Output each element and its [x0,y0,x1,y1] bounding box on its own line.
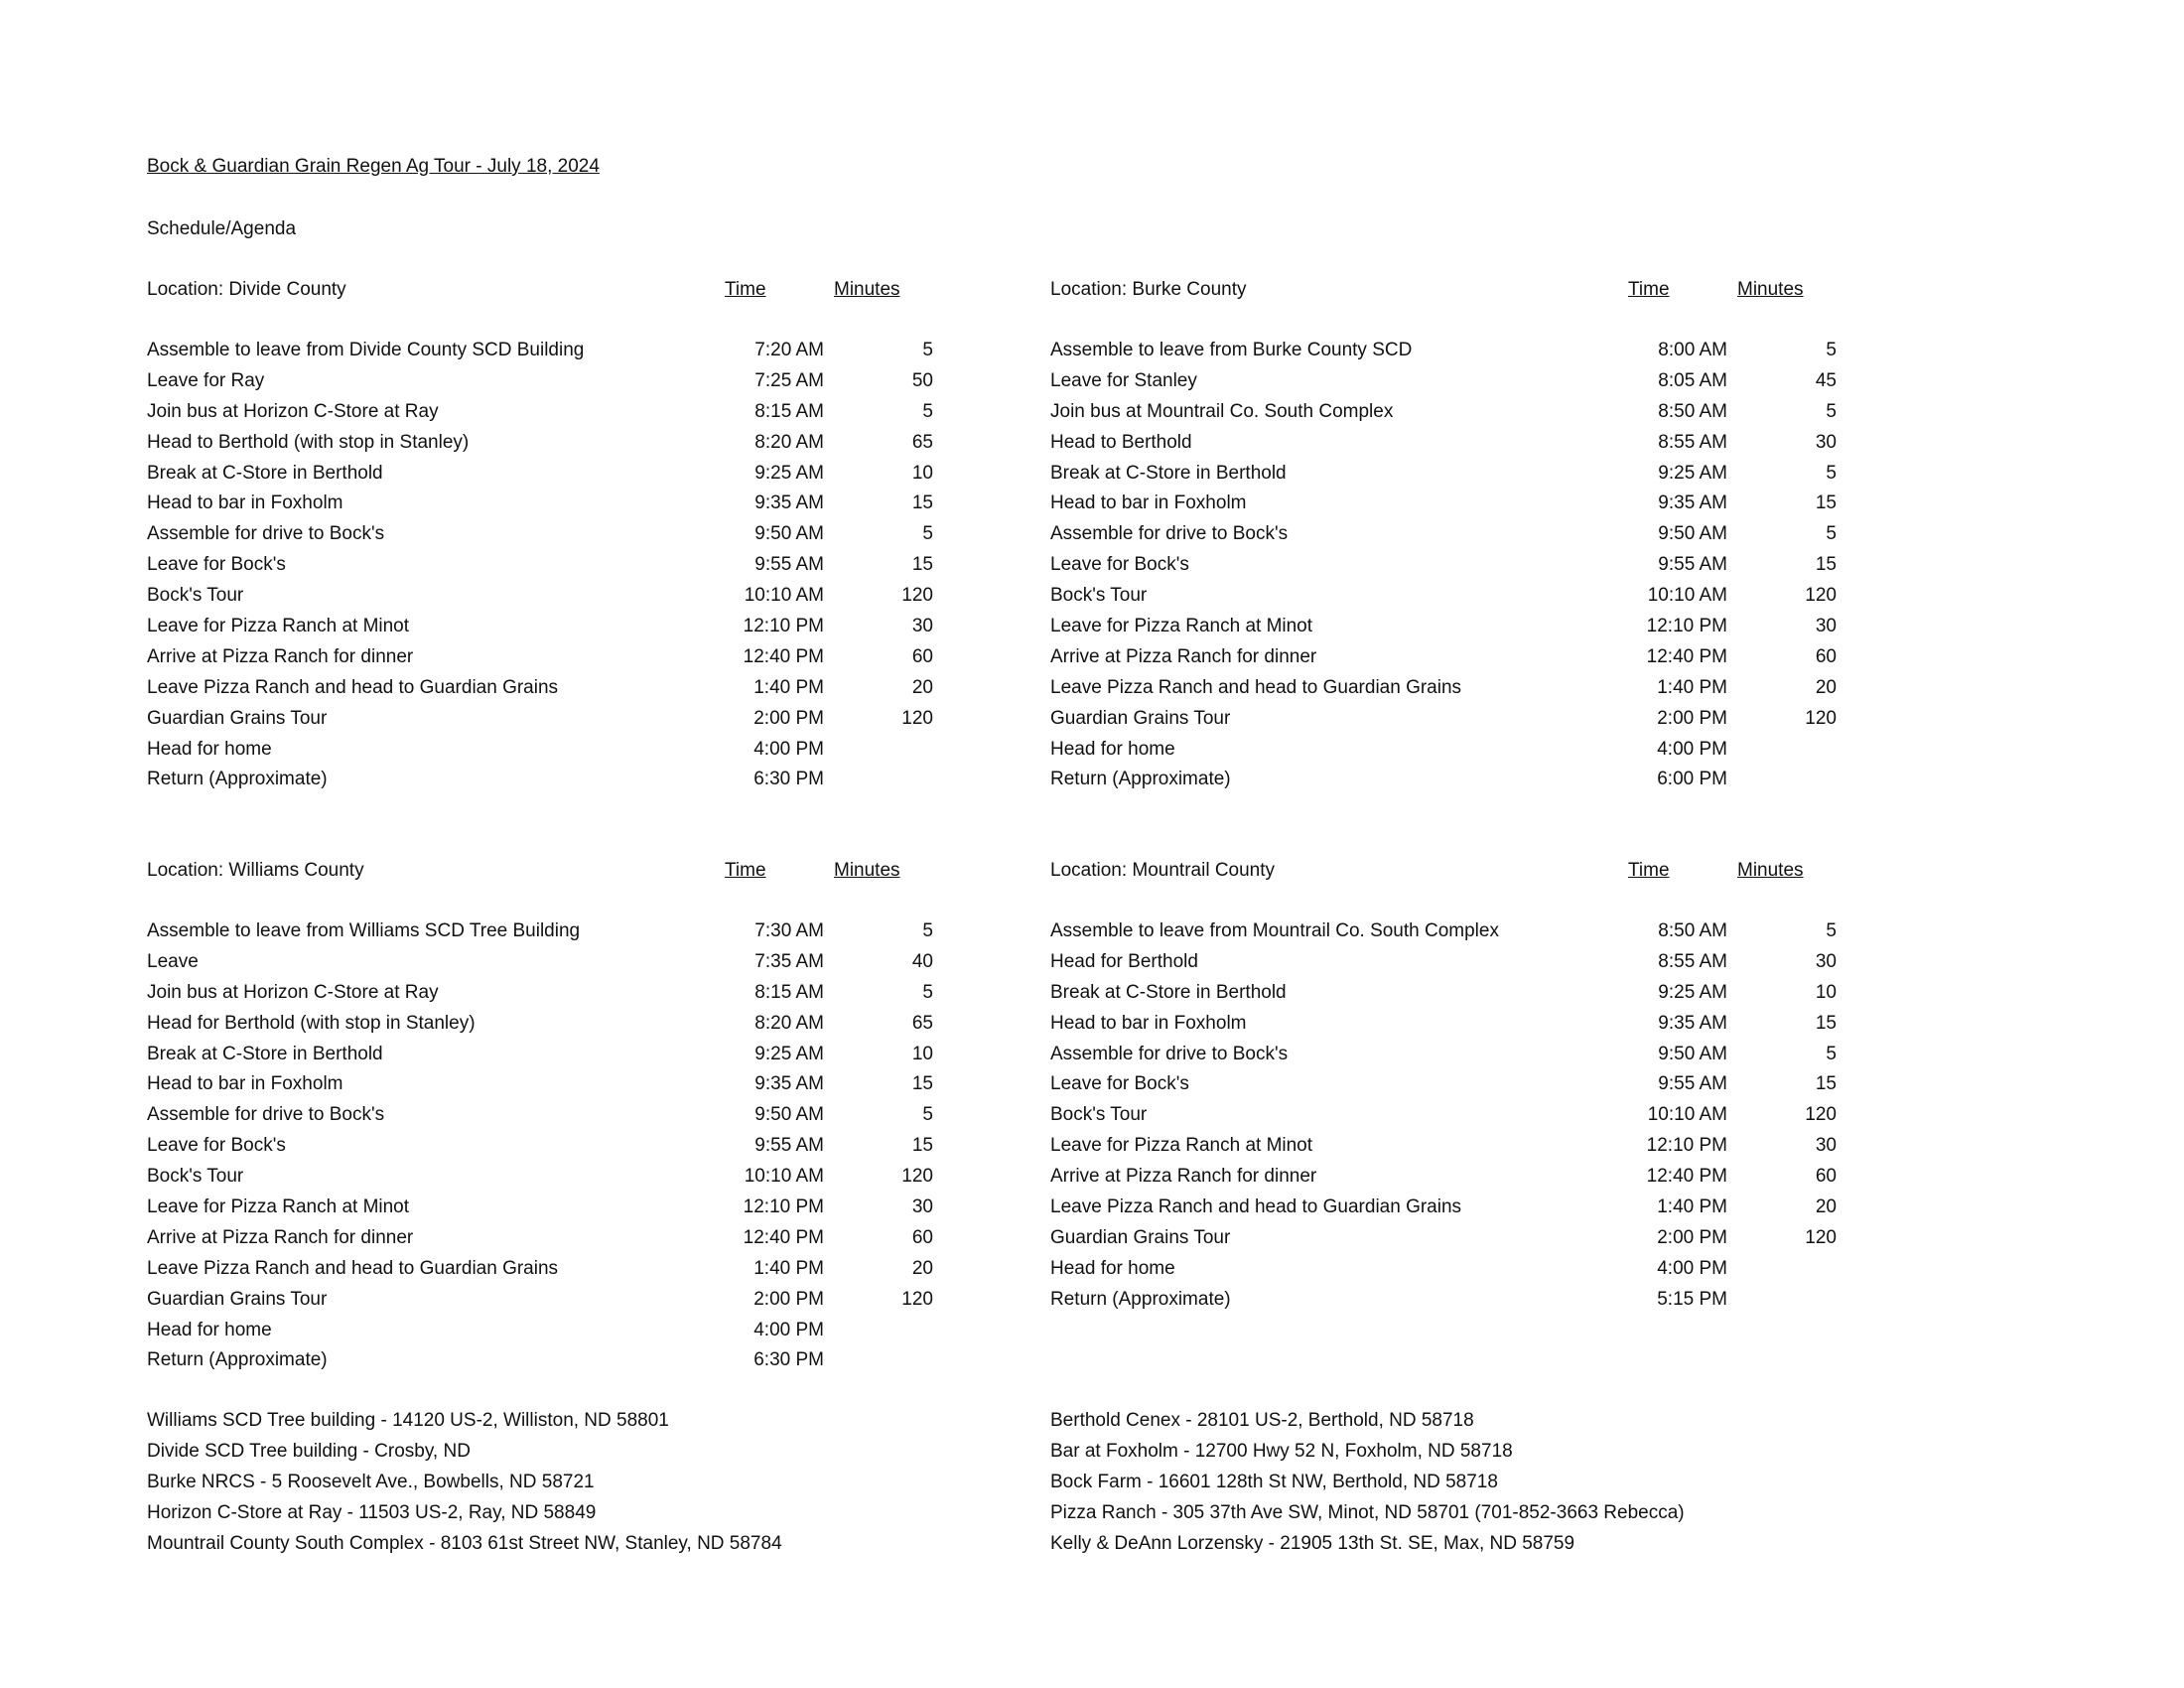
time: 12:40 PM [1646,645,1727,667]
minutes: 30 [911,1196,933,1218]
minutes-column-header: Minutes [834,279,900,300]
time: 4:00 PM [1657,1257,1727,1279]
activity: Bock's Tour [147,585,244,607]
activity: Head to Berthold [1050,431,1192,453]
minutes: 120 [901,1166,933,1188]
activity: Arrive at Pizza Ranch for dinner [1050,1166,1317,1188]
minutes: 5 [1826,920,1837,941]
activity: Guardian Grains Tour [1050,1226,1231,1248]
activity: Assemble to leave from Mountrail Co. South Complex [1050,920,1499,941]
activity: Break at C-Store in Berthold [147,1043,383,1064]
address-list-right [1050,1406,1685,1559]
minutes: 15 [1815,554,1837,576]
schedule-header [1050,856,1844,887]
time: 9:50 AM [1658,1043,1727,1064]
time: 9:35 AM [1658,492,1727,514]
minutes: 5 [922,400,933,422]
minutes: 10 [911,462,933,484]
time: 1:40 PM [1657,1196,1727,1218]
time: 9:50 AM [754,1104,824,1126]
minutes: 5 [922,920,933,941]
activity: Head for home [1050,1257,1175,1279]
time: 6:00 PM [1657,769,1727,790]
minutes: 20 [1815,1196,1837,1218]
minutes: 5 [1826,400,1837,422]
time: 9:35 AM [754,1073,824,1095]
document-title: Bock & Guardian Grain Regen Ag Tour - July 18, 2024 [147,156,600,177]
activity: Break at C-Store in Berthold [1050,462,1287,484]
schedule-burke-county [1050,275,1844,790]
activity: Leave Pizza Ranch and head to Guardian Grains [147,676,559,698]
minutes: 5 [922,981,933,1003]
time: 4:00 PM [1657,738,1727,760]
minutes: 60 [911,645,933,667]
time: 10:10 AM [1647,1104,1727,1126]
time: 9:55 AM [754,554,824,576]
activity: Leave for Ray [147,369,265,391]
time: 10:10 AM [744,585,824,607]
time: 5:15 PM [1657,1288,1727,1310]
activity: Head to bar in Foxholm [147,492,343,514]
minutes: 120 [901,585,933,607]
minutes: 120 [901,707,933,729]
time: 9:50 AM [754,523,824,545]
time: 12:40 PM [1646,1166,1727,1188]
activity: Leave Pizza Ranch and head to Guardian Grains [147,1257,559,1279]
time: 4:00 PM [753,738,824,760]
location-label: Location: Divide County [147,279,346,300]
activity: Join bus at Horizon C-Store at Ray [147,400,439,422]
activity: Head to bar in Foxholm [1050,1012,1247,1034]
time: 12:40 PM [743,1226,824,1248]
minutes: 120 [901,1288,933,1310]
activity: Head for home [147,738,272,760]
activity: Assemble for drive to Bock's [1050,523,1289,545]
activity: Return (Approximate) [1050,1288,1231,1310]
time: 8:20 AM [754,431,824,453]
schedule-header [147,275,941,306]
activity: Head to bar in Foxholm [147,1073,343,1095]
activity: Head for home [147,1319,272,1340]
activity: Head to Berthold (with stop in Stanley) [147,431,470,453]
activity: Join bus at Horizon C-Store at Ray [147,981,439,1003]
time: 6:30 PM [753,1349,824,1371]
activity: Leave for Bock's [1050,1073,1189,1095]
activity: Bock's Tour [1050,585,1148,607]
time: 9:25 AM [754,1043,824,1064]
time: 9:55 AM [1658,554,1727,576]
time-column-header: Time [1628,860,1670,881]
time: 7:35 AM [754,950,824,972]
time: 2:00 PM [753,707,824,729]
time: 9:25 AM [1658,981,1727,1003]
activity: Leave for Pizza Ranch at Minot [1050,1135,1313,1157]
time: 1:40 PM [1657,676,1727,698]
minutes: 120 [1805,585,1837,607]
address-line: Mountrail County South Complex - 8103 61st Street NW, Stanley, ND 58784 [147,1532,782,1554]
minutes: 60 [1815,1166,1837,1188]
minutes: 15 [1815,492,1837,514]
address-line: Kelly & DeAnn Lorzensky - 21905 13th St. SE, Max, ND 58759 [1050,1532,1575,1554]
activity: Head to bar in Foxholm [1050,492,1247,514]
minutes: 60 [911,1226,933,1248]
minutes: 5 [922,523,933,545]
minutes: 50 [911,369,933,391]
minutes-column-header: Minutes [834,860,900,881]
minutes: 15 [1815,1012,1837,1034]
schedule-header [147,856,941,887]
activity: Break at C-Store in Berthold [1050,981,1287,1003]
minutes: 30 [1815,1135,1837,1157]
minutes: 120 [1805,1104,1837,1126]
location-label: Location: Burke County [1050,279,1247,300]
minutes: 20 [911,676,933,698]
address-line: Horizon C-Store at Ray - 11503 US-2, Ray, ND 58849 [147,1501,597,1523]
time-column-header: Time [725,860,766,881]
minutes: 5 [1826,523,1837,545]
activity: Assemble for drive to Bock's [147,523,385,545]
activity: Leave for Bock's [147,1135,286,1157]
time: 9:25 AM [754,462,824,484]
schedule-header [1050,275,1844,306]
time: 10:10 AM [1647,585,1727,607]
time: 4:00 PM [753,1319,824,1340]
activity: Head for Berthold (with stop in Stanley) [147,1012,476,1034]
time: 1:40 PM [753,676,824,698]
activity: Leave for Bock's [147,554,286,576]
minutes: 5 [1826,1043,1837,1064]
activity: Head for Berthold [1050,950,1198,972]
time: 9:55 AM [1658,1073,1727,1095]
time: 9:35 AM [1658,1012,1727,1034]
activity: Assemble for drive to Bock's [1050,1043,1289,1064]
schedule-divide-county [147,275,941,790]
minutes: 65 [911,431,933,453]
minutes: 30 [911,616,933,637]
minutes: 45 [1815,369,1837,391]
activity: Head for home [1050,738,1175,760]
minutes: 20 [1815,676,1837,698]
activity: Assemble to leave from Divide County SCD Building [147,340,585,360]
time-column-header: Time [725,279,766,300]
time: 12:10 PM [1646,1135,1727,1157]
minutes: 5 [1826,340,1837,360]
time: 1:40 PM [753,1257,824,1279]
address-line: Pizza Ranch - 305 37th Ave SW, Minot, ND 58701 (701-852-3663 Rebecca) [1050,1501,1685,1523]
time: 8:15 AM [754,981,824,1003]
activity: Break at C-Store in Berthold [147,462,383,484]
time: 8:55 AM [1658,950,1727,972]
time: 7:20 AM [754,340,824,360]
minutes: 15 [911,492,933,514]
activity: Leave for Stanley [1050,369,1197,391]
address-line: Bock Farm - 16601 128th St NW, Berthold, ND 58718 [1050,1471,1498,1492]
minutes: 10 [911,1043,933,1064]
minutes-column-header: Minutes [1737,860,1804,881]
activity: Assemble to leave from Burke County SCD [1050,340,1413,360]
time: 2:00 PM [753,1288,824,1310]
address-line: Williams SCD Tree building - 14120 US-2, Williston, ND 58801 [147,1410,669,1431]
location-label: Location: Williams County [147,860,364,881]
time: 12:10 PM [743,616,824,637]
activity: Assemble to leave from Williams SCD Tree Building [147,920,581,941]
time: 9:25 AM [1658,462,1727,484]
address-line: Bar at Foxholm - 12700 Hwy 52 N, Foxholm, ND 58718 [1050,1440,1513,1462]
schedule-williams-county [147,856,941,1371]
activity: Leave [147,950,199,972]
minutes: 15 [911,554,933,576]
minutes: 15 [911,1073,933,1095]
activity: Arrive at Pizza Ranch for dinner [147,1226,414,1248]
activity: Guardian Grains Tour [147,1288,328,1310]
activity: Assemble for drive to Bock's [147,1104,385,1126]
time: 9:55 AM [754,1135,824,1157]
time: 8:50 AM [1658,400,1727,422]
time: 10:10 AM [744,1166,824,1188]
minutes: 5 [1826,462,1837,484]
activity: Leave Pizza Ranch and head to Guardian Grains [1050,1196,1462,1218]
minutes: 40 [911,950,933,972]
time: 8:15 AM [754,400,824,422]
time-column-header: Time [1628,279,1670,300]
address-list-left [147,1406,782,1559]
activity: Return (Approximate) [147,769,328,790]
minutes: 120 [1805,1226,1837,1248]
activity: Arrive at Pizza Ranch for dinner [1050,645,1317,667]
minutes: 60 [1815,645,1837,667]
activity: Bock's Tour [147,1166,244,1188]
minutes-column-header: Minutes [1737,279,1804,300]
time: 8:00 AM [1658,340,1727,360]
time: 8:50 AM [1658,920,1727,941]
time: 7:30 AM [754,920,824,941]
time: 6:30 PM [753,769,824,790]
address-line: Burke NRCS - 5 Roosevelt Ave., Bowbells, ND 58721 [147,1471,595,1492]
activity: Guardian Grains Tour [1050,707,1231,729]
time: 8:55 AM [1658,431,1727,453]
minutes: 15 [911,1135,933,1157]
minutes: 5 [922,1104,933,1126]
minutes: 30 [1815,616,1837,637]
activity: Guardian Grains Tour [147,707,328,729]
activity: Leave for Pizza Ranch at Minot [147,616,410,637]
time: 12:40 PM [743,645,824,667]
time: 7:25 AM [754,369,824,391]
minutes: 5 [922,340,933,360]
minutes: 10 [1815,981,1837,1003]
time: 12:10 PM [1646,616,1727,637]
minutes: 120 [1805,707,1837,729]
minutes: 65 [911,1012,933,1034]
address-line: Divide SCD Tree building - Crosby, ND [147,1440,471,1462]
time: 8:20 AM [754,1012,824,1034]
activity: Join bus at Mountrail Co. South Complex [1050,400,1394,422]
activity: Return (Approximate) [147,1349,328,1371]
time: 8:05 AM [1658,369,1727,391]
minutes: 30 [1815,431,1837,453]
activity: Leave for Bock's [1050,554,1189,576]
time: 9:35 AM [754,492,824,514]
minutes: 15 [1815,1073,1837,1095]
time: 12:10 PM [743,1196,824,1218]
activity: Leave for Pizza Ranch at Minot [1050,616,1313,637]
activity: Bock's Tour [1050,1104,1148,1126]
activity: Return (Approximate) [1050,769,1231,790]
activity: Arrive at Pizza Ranch for dinner [147,645,414,667]
location-label: Location: Mountrail County [1050,860,1276,881]
document-subtitle: Schedule/Agenda [147,218,297,239]
minutes: 20 [911,1257,933,1279]
time: 2:00 PM [1657,1226,1727,1248]
minutes: 30 [1815,950,1837,972]
time: 9:50 AM [1658,523,1727,545]
address-line: Berthold Cenex - 28101 US-2, Berthold, ND 58718 [1050,1410,1474,1431]
activity: Leave Pizza Ranch and head to Guardian Grains [1050,676,1462,698]
schedule-mountrail-county [1050,856,1844,1310]
time: 2:00 PM [1657,707,1727,729]
activity: Leave for Pizza Ranch at Minot [147,1196,410,1218]
